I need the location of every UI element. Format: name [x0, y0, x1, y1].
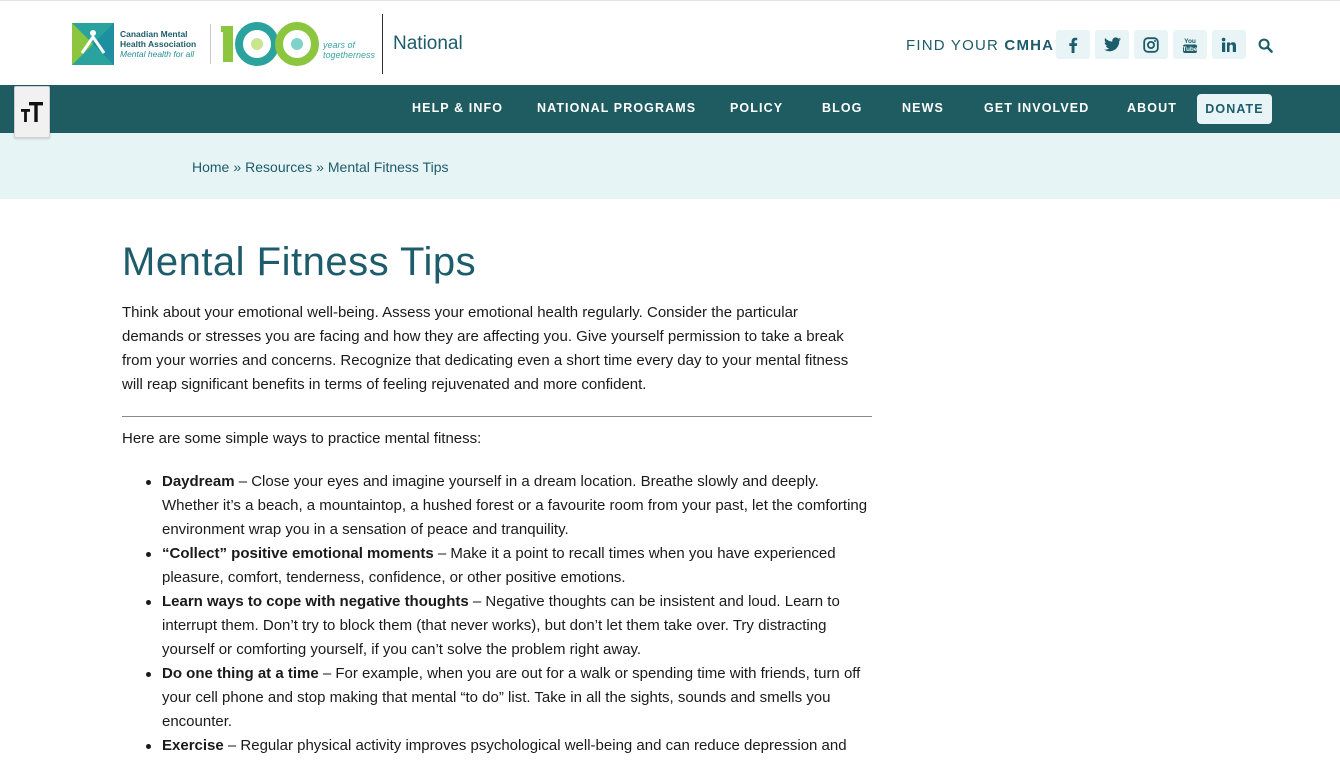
facebook-icon: [1065, 37, 1081, 53]
site-logo[interactable]: [72, 13, 375, 75]
cmha-logo-icon: [72, 23, 114, 65]
nav-news[interactable]: NEWS: [902, 101, 944, 115]
nav-about[interactable]: ABOUT: [1127, 101, 1177, 115]
list-item: [162, 734, 874, 758]
nav-help-info[interactable]: HELP & INFO: [412, 101, 504, 115]
header-divider: [382, 14, 383, 74]
logo-divider: [210, 24, 211, 64]
nav-national-programs[interactable]: NATIONAL PROGRAMS: [537, 101, 697, 115]
breadcrumb-resources[interactable]: Resources: [245, 159, 313, 175]
youtube-icon: [1182, 36, 1198, 54]
donate-button[interactable]: DONATE: [1197, 94, 1272, 124]
twitter-button[interactable]: [1095, 30, 1129, 59]
nav-policy[interactable]: POLICY: [730, 101, 784, 115]
search-button[interactable]: [1255, 35, 1275, 55]
breadcrumb: [192, 159, 448, 175]
breadcrumb-home[interactable]: Home: [192, 159, 230, 175]
list-item: [162, 590, 874, 662]
intro-paragraph: Think about your emotional well-being. Assess your emotional health regularly. Consider the particular demands or stresses you are facing and how they are affecting you. Give yourself permission to take a break from your worries and concerns. Recognize that dedicating even a short time every day to your mental fitness will reap significant benefits in terms of feeling rejuvenated and more confident.: [122, 304, 849, 393]
instagram-icon: [1143, 37, 1159, 53]
anniversary-logo: [221, 22, 321, 66]
org-tagline: Mental health for all: [120, 49, 195, 59]
site-header: [0, 0, 1340, 85]
main-nav: [0, 85, 1340, 133]
tips-lead: Here are some simple ways to practice mental fitness:: [122, 430, 482, 447]
tip-title: Exercise: [162, 737, 224, 754]
tip-text: – Negative thoughts can be insistent and loud. Learn to interrupt them. Don’t try to block them (that never works), but don’t let them take over. Try distracting yourself or comforting yourself, if you can’t solve the problem right away.: [162, 593, 840, 658]
anniversary-text: years of togetherness: [323, 40, 376, 60]
tip-text: – Make it a point to recall times when you have experienced pleasure, comfort, tenderness, confidence, or other positive emotions.: [162, 545, 836, 586]
breadcrumb-separator: »: [233, 159, 242, 175]
site-name[interactable]: National: [393, 33, 463, 54]
linkedin-button[interactable]: [1212, 30, 1246, 59]
search-icon: [1258, 38, 1273, 53]
org-name: Canadian Mental Health Association Mental health for all: [120, 29, 204, 59]
find-your-cmha-link[interactable]: FIND YOUR CMHA: [906, 37, 1055, 54]
twitter-icon: [1104, 37, 1121, 52]
svg-text:You: You: [1184, 37, 1196, 45]
font-size-toggle-button[interactable]: [14, 86, 50, 138]
tips-list: [162, 470, 874, 758]
tip-text: – Regular physical activity improves psychological well-being and can reduce depression and: [223, 737, 847, 754]
list-item: [162, 662, 874, 734]
tip-title: Learn ways to cope with negative thoughts: [162, 593, 469, 610]
breadcrumb-separator: »: [316, 159, 324, 175]
tip-title: Do one thing at a time: [162, 665, 319, 682]
tip-text: – For example, when you are out for a walk or spending time with friends, turn off your cell phone and stop making that mental “to do” list. Take in all the sights, sounds and smells you encounter.: [162, 665, 861, 730]
tip-title: Daydream: [162, 473, 235, 490]
tip-text: – Close your eyes and imagine yourself in a dream location. Breathe slowly and deeply. Whether it’s a beach, a mountaintop, a hushed forest or a favourite room from your past, let the comforting environment wrap you in a sensation of peace and tranquility.: [162, 473, 868, 538]
tip-title: “Collect” positive emotional moments: [162, 545, 434, 562]
list-item: [162, 542, 874, 590]
svg-text:Tube: Tube: [1182, 45, 1198, 53]
youtube-button[interactable]: [1173, 30, 1207, 59]
linkedin-icon: [1221, 37, 1237, 53]
facebook-button[interactable]: [1056, 30, 1090, 59]
nav-get-involved[interactable]: GET INVOLVED: [984, 101, 1090, 115]
nav-blog[interactable]: BLOG: [822, 101, 863, 115]
breadcrumb-current: Mental Fitness Tips: [327, 159, 449, 175]
breadcrumb-bar: [0, 133, 1340, 199]
list-item: [162, 470, 874, 542]
text-size-icon: [20, 101, 44, 123]
content-divider: [122, 416, 872, 417]
page-title: Mental Fitness Tips: [122, 240, 477, 284]
instagram-button[interactable]: [1134, 30, 1168, 59]
